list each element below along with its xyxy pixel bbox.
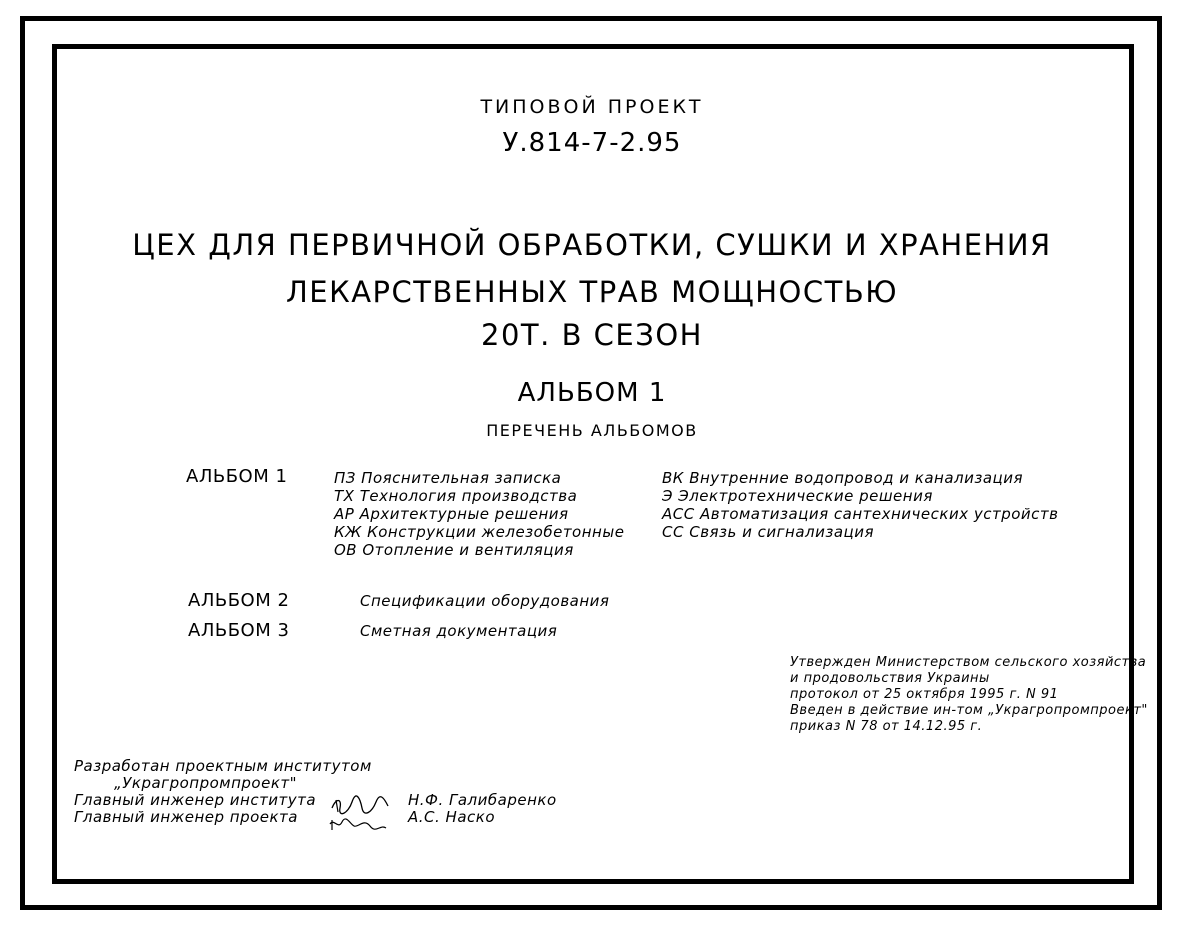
list-item: ВК Внутренние водопровод и канализация bbox=[662, 469, 1024, 487]
approval-line: приказ N 78 от 14.12.95 г. bbox=[790, 719, 983, 734]
developer-line: Разработан проектным институтом bbox=[74, 757, 372, 775]
list-item: ТХ Технология производства bbox=[334, 487, 578, 505]
chief-institute-label: Главный инженер института bbox=[74, 791, 317, 809]
chief-project-label: Главный инженер проекта bbox=[74, 808, 298, 826]
developer-block bbox=[74, 758, 557, 826]
project-code: У.814-7-2.95 bbox=[502, 128, 682, 158]
album-1-label: АЛЬБОМ 1 bbox=[186, 466, 288, 487]
album-2-label: АЛЬБОМ 2 bbox=[188, 590, 290, 611]
list-item: КЖ Конструкции железобетонные bbox=[334, 523, 625, 541]
album-1-left-list bbox=[334, 469, 624, 559]
project-label: ТИПОВОЙ ПРОЕКТ bbox=[480, 96, 704, 118]
list-item: ПЗ Пояснительная записка bbox=[334, 469, 562, 487]
list-item: АР Архитектурные решения bbox=[334, 505, 569, 523]
album-3-label: АЛЬБОМ 3 bbox=[188, 620, 290, 641]
album-2-item: Спецификации оборудования bbox=[360, 592, 610, 610]
chief-project-name: А.С. Наско bbox=[408, 808, 495, 826]
approval-line: Утвержден Министерством сельского хозяйства bbox=[790, 655, 1147, 670]
list-item: ОВ Отопление и вентиляция bbox=[334, 541, 574, 559]
developer-line: „Украгропромпроект" bbox=[114, 774, 298, 792]
list-item: Э Электротехнические решения bbox=[662, 487, 933, 505]
chief-project-row bbox=[74, 809, 557, 826]
approval-line: протокол от 25 октября 1995 г. N 91 bbox=[790, 687, 1059, 702]
title-line-3: 20Т. В СЕЗОН bbox=[481, 318, 703, 352]
list-item: СС Связь и сигнализация bbox=[662, 523, 875, 541]
list-item: АСС Автоматизация сантехнических устройств bbox=[662, 505, 1059, 523]
title-line-1: ЦЕХ ДЛЯ ПЕРВИЧНОЙ ОБРАБОТКИ, СУШКИ И ХРАНЕНИЯ bbox=[132, 228, 1052, 262]
chief-institute-row bbox=[74, 792, 557, 809]
approval-line: Введен в действие ин-том „Украгропромпроект" bbox=[790, 703, 1148, 718]
album-1-right-list bbox=[662, 469, 1058, 541]
chief-institute-name: Н.Ф. Галибаренко bbox=[408, 791, 557, 809]
signature-icon bbox=[326, 794, 396, 834]
approval-block bbox=[790, 655, 1148, 735]
title-line-2: ЛЕКАРСТВЕННЫХ ТРАВ МОЩНОСТЬЮ bbox=[285, 275, 899, 309]
album-3-item: Сметная документация bbox=[360, 622, 558, 640]
album-list-heading: ПЕРЕЧЕНЬ АЛЬБОМОВ bbox=[486, 421, 698, 440]
album-heading: АЛЬБОМ 1 bbox=[517, 378, 667, 408]
approval-line: и продовольствия Украины bbox=[790, 671, 990, 686]
